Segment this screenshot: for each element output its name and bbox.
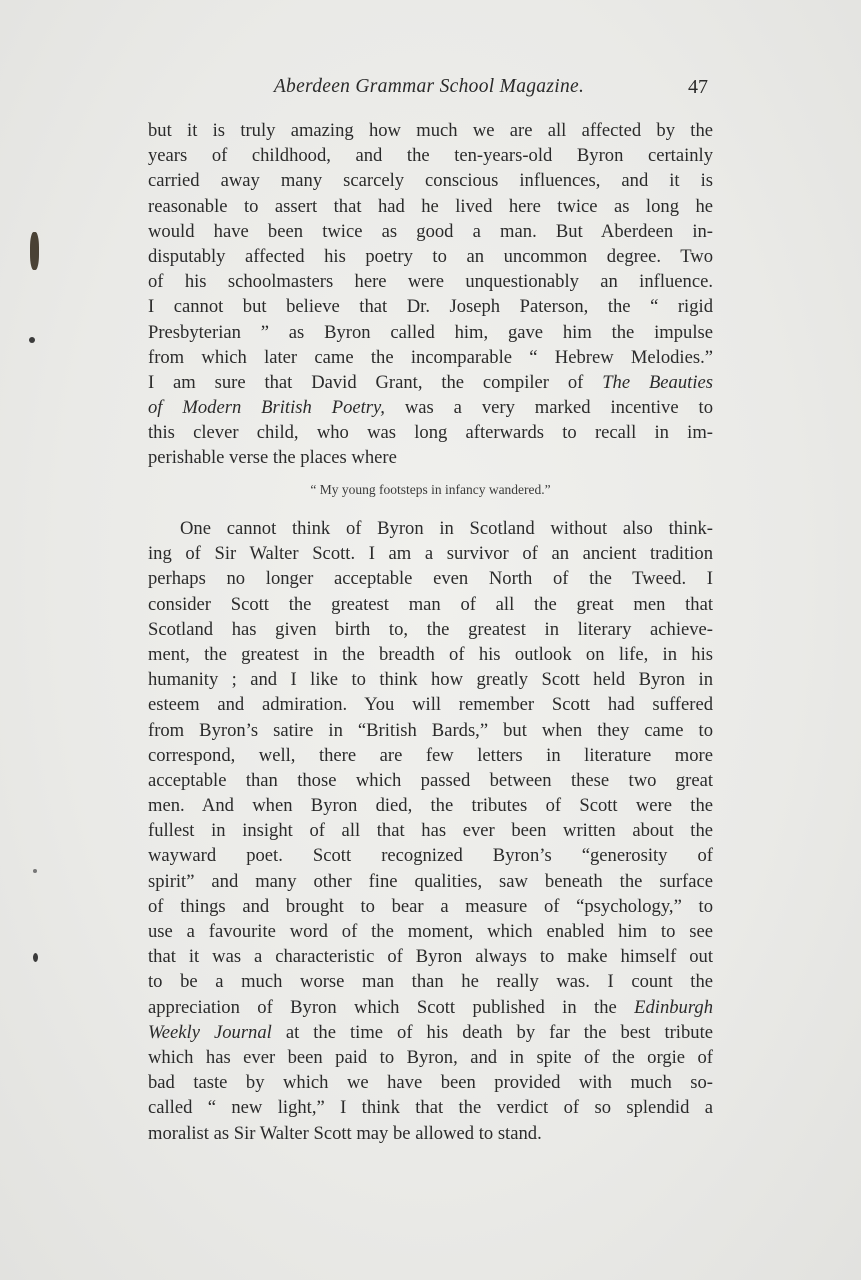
text-line: would have been twice as good a man. But Aberdeen in- xyxy=(148,220,713,242)
text-segment: I am sure that David Grant, the compiler of xyxy=(148,371,584,393)
page-header xyxy=(148,76,710,102)
text-line: from Byron’s satire in “British Bards,” but when they came to xyxy=(148,719,713,741)
text-line: ment, the greatest in the breadth of his outlook on life, in his xyxy=(148,643,713,665)
running-title: Aberdeen Grammar School Magazine. xyxy=(273,76,585,97)
scan-speck xyxy=(29,337,35,343)
text-line xyxy=(148,1020,713,1045)
text-line: spirit” and many other fine qualities, saw beneath the surface xyxy=(148,870,713,892)
text-line: humanity ; and I like to think how greatly Scott held Byron in xyxy=(148,669,713,691)
text-line: wayward poet. Scott recognized Byron’s “generosity of xyxy=(148,845,713,867)
text-line: correspond, well, there are few letters in literature more xyxy=(148,744,713,766)
italic-book-title: The Beauties xyxy=(602,371,713,393)
text-line: Presbyterian ” as Byron called him, gave him the impulse xyxy=(148,321,713,343)
italic-newspaper-title: Edinburgh xyxy=(634,996,713,1018)
italic-book-title: of Modern British Poetry, xyxy=(148,397,385,419)
text-line: from which later came the incomparable “ Hebrew Melodies.” xyxy=(148,346,713,368)
text-line: but it is truly amazing how much we are all affected by the xyxy=(148,120,713,141)
italic-newspaper-title: Weekly Journal xyxy=(148,1021,272,1043)
text-line: of his schoolmasters here were unquestionably an influence. xyxy=(148,271,713,293)
text-line: fullest in insight of all that has ever been written about the xyxy=(148,820,713,842)
text-segment: was a very marked incentive to xyxy=(404,397,713,419)
text-line: this clever child, who was long afterwards to recall in im- xyxy=(148,422,713,444)
text-line: ing of Sir Walter Scott. I am a survivor of an ancient tradition xyxy=(148,543,713,565)
block-quote: “ My young footsteps in infancy wandered.” xyxy=(310,482,551,497)
text-segment: at the time of his death by far the best tribute xyxy=(285,1021,713,1043)
text-line: carried away many scarcely conscious influences, and it is xyxy=(148,170,713,192)
text-line: I cannot but believe that Dr. Joseph Paterson, the “ rigid xyxy=(148,296,713,318)
text-line: men. And when Byron died, the tributes of Scott were the xyxy=(148,795,713,817)
text-line: use a favourite word of the moment, which enabled him to see xyxy=(148,921,713,942)
text-line: One cannot think of Byron in Scotland without also think- xyxy=(180,518,713,539)
text-segment: appreciation of Byron which Scott published in the xyxy=(148,996,617,1018)
text-line xyxy=(148,395,713,420)
text-line: disputably affected his poetry to an uncommon degree. Two xyxy=(148,245,713,267)
text-line: perhaps no longer acceptable even North of the Tweed. I xyxy=(148,568,713,590)
text-line: perishable verse the places where xyxy=(148,447,397,469)
text-line: to be a much worse man than he really was. I count the xyxy=(148,971,713,993)
text-line: that it was a characteristic of Byron always to make himself out xyxy=(148,946,713,968)
paragraph-1 xyxy=(148,118,713,471)
scan-speck xyxy=(33,953,38,962)
scan-speck xyxy=(33,869,37,873)
text-line: reasonable to assert that had he lived here twice as long he xyxy=(148,195,713,217)
text-line: called “ new light,” I think that the verdict of so splendid a xyxy=(148,1097,713,1119)
text-line: years of childhood, and the ten-years-old Byron certainly xyxy=(148,145,713,167)
page-number: 47 xyxy=(688,76,708,98)
text-line: consider Scott the greatest man of all the great men that xyxy=(148,593,713,615)
scan-speck xyxy=(30,232,39,270)
text-line: bad taste by which we have been provided with much so- xyxy=(148,1072,713,1094)
text-line xyxy=(148,370,713,395)
text-line: which has ever been paid to Byron, and in spite of the orgie of xyxy=(148,1046,713,1068)
text-line xyxy=(148,995,713,1020)
text-line: moralist as Sir Walter Scott may be allowed to stand. xyxy=(148,1122,542,1144)
text-line: Scotland has given birth to, the greatest in literary achieve- xyxy=(148,618,713,640)
paragraph-2 xyxy=(148,516,713,1146)
text-line: esteem and admiration. You will remember Scott had suffered xyxy=(148,694,713,716)
text-line: acceptable than those which passed between these two great xyxy=(148,769,713,791)
text-line: of things and brought to bear a measure of “psychology,” to xyxy=(148,895,713,917)
